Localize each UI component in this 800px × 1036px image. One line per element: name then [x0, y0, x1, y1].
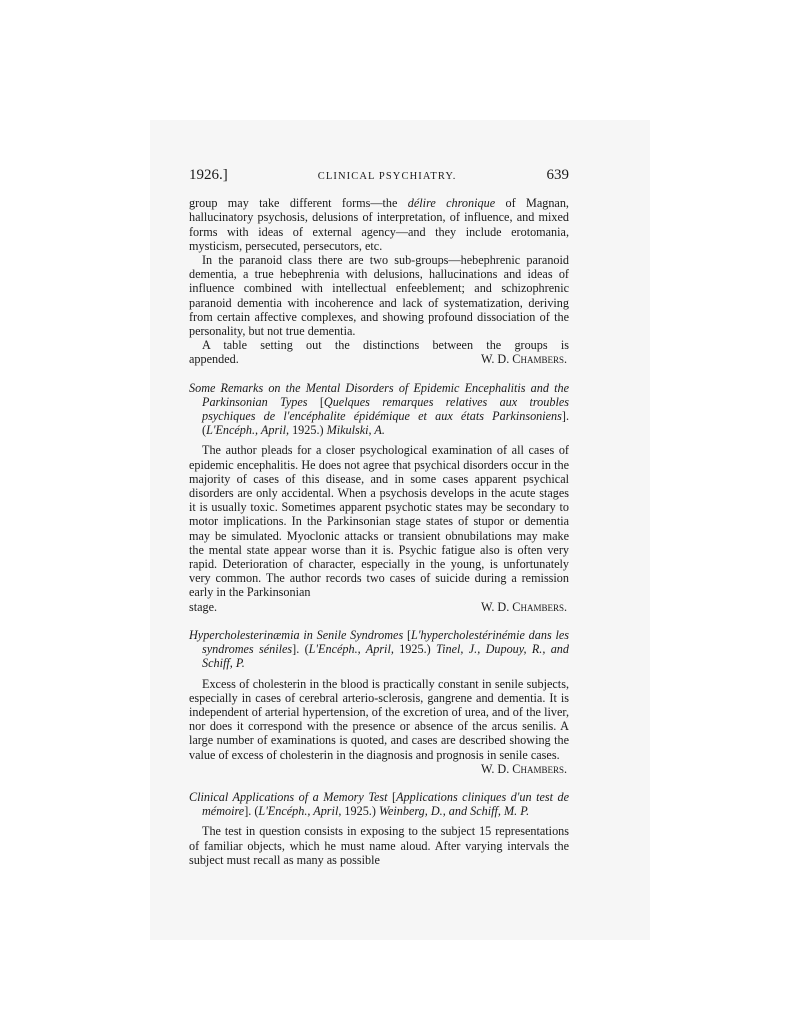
article-title-french: Applications cliniques d'un test de mémoire: [202, 789, 569, 819]
journal-citation: L'Encéph., April,: [308, 642, 394, 657]
signature: W. D. Chambers.: [480, 761, 567, 776]
punctuation: ]. (: [244, 804, 259, 819]
article-author: Tinel, J., Dupouy, R., and Schiff, P.: [202, 642, 569, 671]
punctuation: ]. (: [202, 409, 569, 438]
journal-citation: L'Encéph., April,: [206, 423, 290, 438]
article-title: Hypercholesterinæmia in Senile Syndromes: [189, 627, 404, 642]
journal-citation: L'Encéph., April,: [258, 804, 342, 819]
header-title: CLINICAL PSYCHIATRY.: [317, 171, 457, 182]
paragraph-end: [189, 352, 569, 366]
citation-year: 1925.): [393, 642, 437, 657]
punctuation: [: [403, 627, 412, 642]
text-run: group may take different forms—the: [189, 196, 408, 211]
journal-page: [189, 168, 569, 867]
signature: W. D. Chambers.: [480, 352, 567, 367]
punctuation: [: [307, 394, 324, 409]
article-heading: [189, 628, 569, 671]
article-author: Weinberg, D., and Schiff, M. P.: [378, 804, 530, 819]
paragraph: The test in question consists in exposing to the subject 15 representations of familiar objects, which he must name aloud. After varying intervals the subject must recall as many as possible: [189, 824, 569, 867]
paragraph: [189, 338, 569, 352]
article-title: Clinical Applications of a Memory Test: [189, 789, 388, 804]
punctuation: ]. (: [292, 642, 309, 657]
article-title-french: Quelques remarques relatives aux troubles psychiques de l'encéphalite épidémique et aux états Parkinsoniens: [202, 394, 569, 424]
paragraph: Excess of cholesterin in the blood is practically constant in senile subjects, especially in cases of cerebral arterio-sclerosis, gangrene and dementia. It is independent of arterial hypertension, of the excretion of urea, and of the liver, nor does it correspond with the presence or absence of the arcus senilis. A large number of examinations is quoted, and cases are described showing the value of excess of cholesterin in the diagnosis and prognosis in senile cases.: [189, 676, 569, 762]
page-number: 639: [546, 167, 569, 183]
text-run: A table setting out the distinctions between the groups is: [202, 338, 569, 353]
text-run: stage.: [189, 599, 218, 614]
punctuation: [: [387, 789, 397, 804]
italic-term: délire chronique: [407, 196, 496, 211]
article-title-french: L'hypercholestérinémie dans les syndromes séniles: [202, 627, 570, 657]
header-year: 1926.]: [189, 167, 228, 183]
text-run: of Magnan, hallucinatory psychosis, delusions of interpretation, of influence, and mixed forms with ideas of external agency—and they include erotomania, mysticism, persecuted, persecutors, etc.: [189, 196, 569, 253]
text-run: appended.: [189, 352, 239, 367]
article-title: Some Remarks on the Mental Disorders of Epidemic Encephalitis and the Parkinsonian Types: [189, 380, 569, 409]
paragraph: The author pleads for a closer psychological examination of all cases of epidemic encephalitis. He does not agree that psychical disorders occur in the majority of cases of this disease, and in some cases apparent psychical disorders are only accidental. When a psychosis develops in the acute stages it is usually toxic. Sometimes apparent psychotic states may be secondary to motor implications. In the Parkinsonian stage states of stupor or dementia may be simulated. Myoclonic attacks or transient obnubilations may make the mental state appear worse than it is. Psychic fatigue also is often very rapid. Deterioration of character, especially in the young, is unfortunately very common. The author records two cases of suicide during a remission early in the Parkinsonian: [189, 443, 569, 600]
article-heading: [189, 381, 569, 438]
citation-year: 1925.): [341, 804, 379, 819]
running-header: [189, 168, 569, 184]
paragraph: [189, 196, 569, 253]
article-author: Mikulski, A.: [326, 423, 385, 438]
article-heading: [189, 790, 569, 818]
paragraph: In the paranoid class there are two sub-groups—hebephrenic paranoid dementia, a true hebephrenia with delusions, hallucinations and ideas of influence combined with intellectual enfeeblement; and schizophrenic paranoid dementia with incoherence and lack of systematization, deriving from certain affective complexes, and showing profound dissociation of the personality, but not true dementia.: [189, 253, 569, 339]
signature: W. D. Chambers.: [480, 599, 567, 614]
paragraph-end: [189, 600, 569, 614]
citation-year: 1925.): [289, 423, 327, 438]
